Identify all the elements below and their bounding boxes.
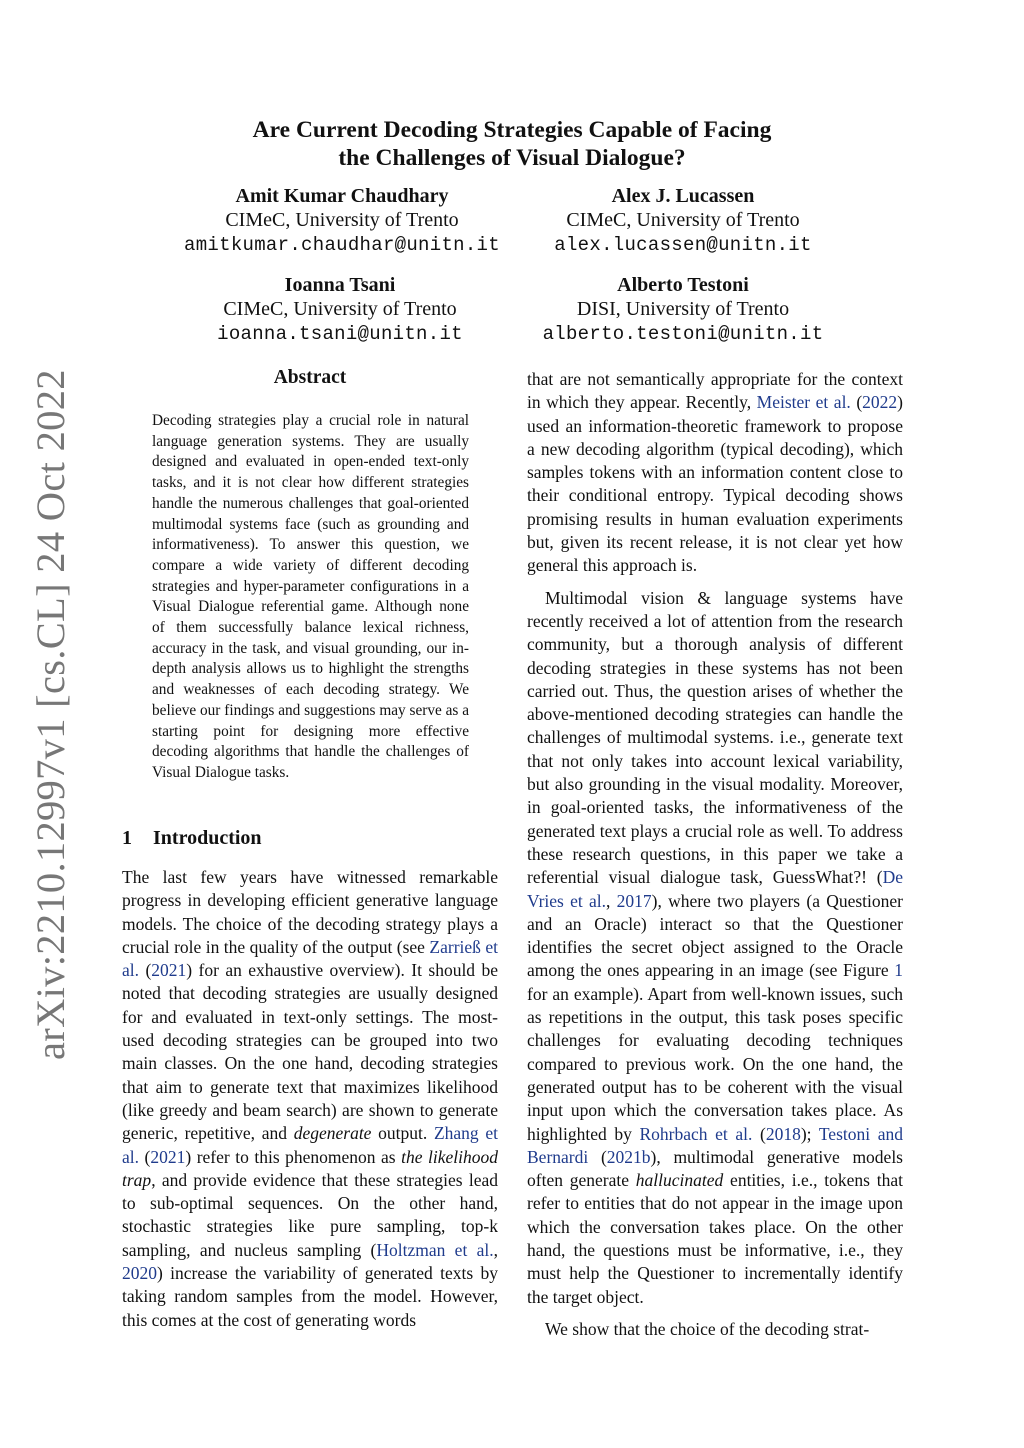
text-run: ) for an exhaustive overview). It should be noted that decoding strategies are usually designed for and evaluated in text-only settings. The most-used decoding strategies can be grouped into two main classes. On the one hand, decoding strategies that aim to generate text that maximizes likelihood (like greedy and beam search) are shown to generate generic, repetitive, and [122, 960, 498, 1144]
text-run: that are not semantically appropriate for the context in which they appear. Recently, [527, 369, 903, 413]
text-run: ); [800, 1123, 819, 1144]
left-column-body [122, 866, 498, 1332]
text-run: ( [850, 392, 863, 413]
citation-link[interactable]: 2017 [616, 890, 652, 911]
emphasis: the likelihood trap [122, 1146, 498, 1190]
text-run: ) increase the variability of generated texts by taking random samples from the model. However, this comes at the cost of generating words [122, 1263, 498, 1330]
paragraph [527, 368, 903, 578]
abstract-heading: Abstract [273, 367, 347, 388]
text-run: ) refer to this phenomenon as [185, 1146, 402, 1167]
section-number: 1 [122, 827, 132, 849]
citation-link[interactable]: De Vries et al. [527, 867, 903, 911]
text-run: for an example). Apart from well-known issues, such as repetitions in the output, this task poses specific challenges for evaluating decoding techniques compared to previous work. On the one hand, the generated output has to be coherent with the visual input upon which the conversation takes place. As highlighted by [527, 983, 903, 1144]
author-name: Alex J. Lucassen [611, 185, 755, 207]
emphasis: degenerate [293, 1123, 372, 1144]
text-run: , [493, 1239, 498, 1260]
section-heading-introduction [122, 827, 262, 850]
citation-link[interactable]: 2021 [151, 960, 187, 981]
citation-link[interactable]: Zarrieß et al. [122, 936, 499, 981]
emphasis: hallucinated [635, 1170, 724, 1191]
text-run: Multimodal vision & language systems have recently received a lot of attention from the research community, but a thorough analysis of different decoding strategies in these systems has not been carried out. Thus, the question arises of whether the above-mentioned decoding strategies can handle the challenges of multimodal systems. i.e., generate text that not only takes into account lexical variability, but also grounding in the visual modality. Moreover, in goal-oriented tasks, the informativeness of the generated text plays a crucial role as well. To address these research questions, in this paper we take a referential visual dialogue task, GuessWhat?! ( [527, 587, 903, 888]
text-run: output. [371, 1123, 434, 1144]
author-block-4 [473, 273, 893, 346]
right-column-body [527, 368, 903, 1341]
paragraph [527, 587, 903, 1309]
text-run: ( [588, 1146, 607, 1167]
author-name: Alberto Testoni [617, 274, 749, 296]
author-name: Amit Kumar Chaudhary [235, 185, 449, 207]
paragraph: We show that the choice of the decoding strat- [545, 1318, 870, 1339]
citation-link[interactable]: Rohrbach et al. [639, 1123, 753, 1144]
citation-link[interactable]: 2021b [606, 1146, 651, 1167]
citation-link[interactable]: 2018 [765, 1123, 801, 1144]
citation-link[interactable]: Testoni and Bernardi [527, 1123, 904, 1167]
text-run: entities, i.e., tokens that refer to entities that do not appear in the image upon which the conversation takes place. On the other hand, the questions must be informative, i.e., they must help the Questioner to incrementally identify the target object. [527, 1170, 903, 1307]
figure-reference-link[interactable]: 1 [894, 960, 903, 981]
text-run: The last few years have witnessed remarkable progress in developing efficient generative language models. The choice of the decoding strategy plays a crucial role in the quality of the output (see [122, 867, 498, 957]
text-run: ), multimodal generative models often generate [527, 1146, 903, 1191]
section-title: Introduction [153, 827, 262, 849]
text-run: ), where two players (a Questioner and an Oracle) interact so that the Questioner identifies the secret object assigned to the Oracle among the ones appearing in an image (see Figure [527, 890, 903, 981]
author-email[interactable]: ioanna.tsani@unitn.it [217, 323, 463, 345]
text-run: ( [752, 1123, 766, 1144]
title-line-2: the Challenges of Visual Dialogue? [338, 145, 686, 171]
author-email[interactable]: amitkumar.chaudhar@unitn.it [184, 234, 500, 256]
citation-link[interactable]: 2020 [122, 1263, 157, 1284]
author-affiliation: CIMeC, University of Trento [223, 298, 457, 320]
title-line-1: Are Current Decoding Strategies Capable of Facing [252, 117, 772, 143]
author-name: Ioanna Tsani [284, 274, 396, 296]
text-run: ( [139, 1146, 151, 1167]
arxiv-stamp: arXiv:2210.12997v1 [cs.CL] 24 Oct 2022 [28, 369, 73, 1060]
author-affiliation: CIMeC, University of Trento [566, 209, 800, 231]
text-run: , and provide evidence that these strategies lead to sub-optimal sequences. On the other hand, stochastic strategies like pure sampling, top-k sampling, and nucleus sampling ( [122, 1169, 498, 1260]
abstract-body: Decoding strategies play a crucial role in natural language generation systems. They are usually designed and evaluated in open-ended text-only tasks, and it is not clear how different strategies handle the numerous challenges that goal-oriented multimodal systems face (such as grounding and informativeness). To answer this question, we compare a wide variety of different decoding strategies and hyper-parameter configurations in a Visual Dialogue referential game. Although none of them successfully balance lexical richness, accuracy in the task, and visual grounding, our in-depth analysis allows us to highlight the strengths and weaknesses of each decoding strategy. We believe our findings and suggestions may serve as a starting point for designing more effective decoding algorithms that handle the challenges of Visual Dialogue tasks. [152, 412, 469, 781]
text-run: , [606, 890, 617, 911]
author-email[interactable]: alex.lucassen@unitn.it [554, 234, 812, 256]
paragraph [122, 866, 498, 1332]
citation-link[interactable]: Holtzman et al. [376, 1239, 494, 1260]
paper-title [112, 116, 912, 172]
author-email[interactable]: alberto.testoni@unitn.it [542, 323, 824, 345]
author-affiliation: CIMeC, University of Trento [225, 209, 459, 231]
text-run: ( [139, 960, 152, 981]
citation-link[interactable]: 2021 [150, 1146, 186, 1167]
author-affiliation: DISI, University of Trento [576, 298, 790, 320]
citation-link[interactable]: Meister et al. [756, 392, 851, 413]
citation-link[interactable]: 2022 [862, 392, 898, 413]
author-block-2 [473, 184, 893, 257]
text-run: ) used an information-theoretic framework to propose a new decoding algorithm (typical decoding), which samples tokens with an information content close to their conditional entropy. Typical decoding shows promising results in human evaluation experiments but, given its recent release, it is not clear yet how general this approach is. [527, 392, 903, 576]
citation-link[interactable]: Zhang et al. [122, 1123, 499, 1167]
